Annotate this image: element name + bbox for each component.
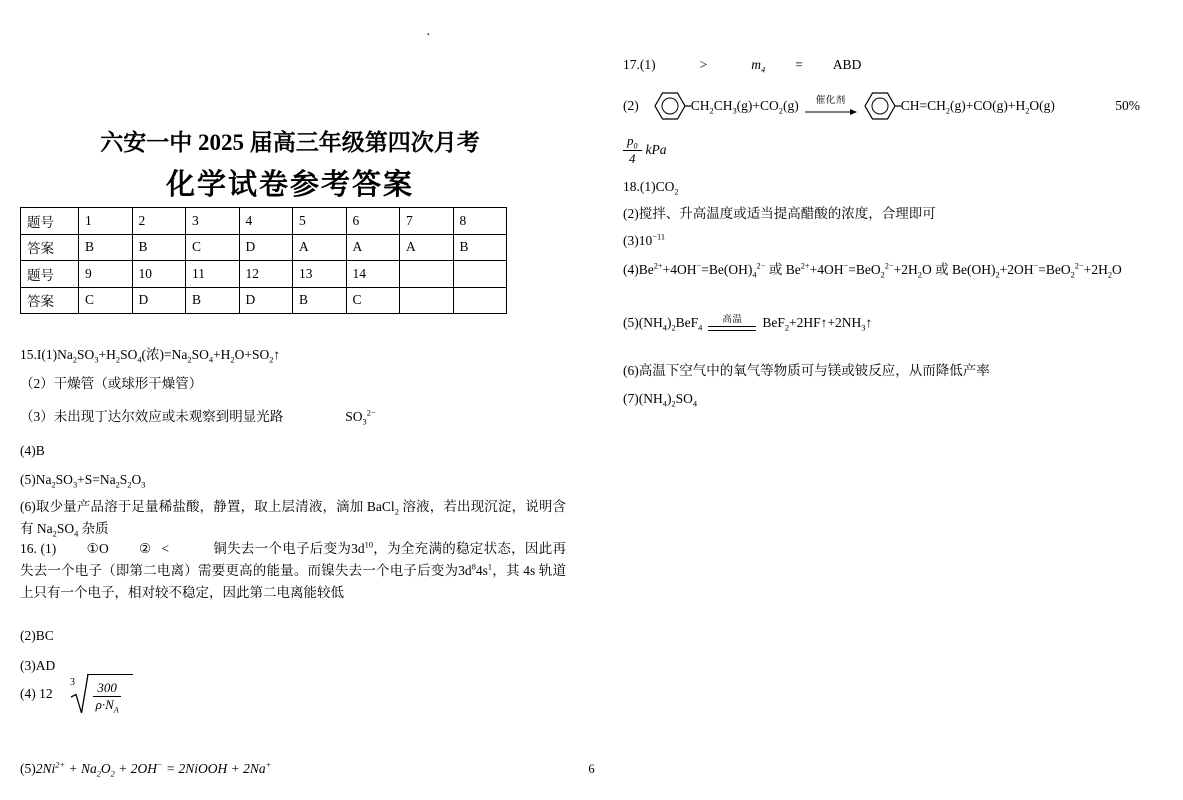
row-label: 题号: [21, 208, 79, 235]
q15-answer-2: （2）干燥管（或球形干燥管）: [20, 376, 203, 391]
condition-label: 高温: [722, 314, 743, 325]
exam-title: 六安一中 2025 届高三年级第四次月考: [100, 130, 480, 155]
q15-answer-3: [20, 406, 376, 428]
benzene-ring: [653, 91, 691, 121]
q17-part1-answer2: $m_4$: [751, 57, 766, 75]
answer-cell: A: [293, 234, 347, 261]
benzene-ring: [863, 91, 901, 121]
q16-part4-label: (4) 12: [20, 686, 53, 701]
table-row-answers-2: [21, 287, 507, 314]
q17-part1-answer1: >: [699, 57, 708, 72]
fraction-numerator: 300: [93, 680, 121, 697]
q15-answer-1: $15.I(1)Na_2SO_3+H_2SO_4$(浓)$=Na_2SO_4+H_2O+SO_2↑$: [20, 347, 281, 365]
answer-cell: 2: [132, 208, 186, 235]
q18-part4: $(4)Be^{2+}+4OH^-=Be(OH)_4^{2-}$ 或 $Be^{2+}+4OH^-=BeO_2^{2-}+2H_2O$ 或 $Be(OH)_2+2OH^-=BeO_2^{2-}+2H_2O$: [623, 261, 1122, 280]
q18-part7: $(7)(NH_4)_2SO_4$: [623, 391, 698, 409]
q17-part1-answer4: ABD: [832, 57, 862, 72]
stray-mark: ·: [426, 28, 431, 43]
page-number: 6: [588, 762, 595, 776]
radical-sign-icon: [69, 672, 89, 716]
q16-part1-answer2: ②: [138, 541, 152, 556]
answer-cell: C: [186, 234, 240, 261]
q15-answer-5: $(5)Na_2SO_3+S=Na_2S_2O_3$: [20, 472, 146, 490]
table-row-qnum-2: [21, 261, 507, 288]
q18-part5-product: $BeF_2+2HF↑+2NH_3↑$: [762, 315, 873, 333]
answer-cell: B: [79, 234, 133, 261]
q16-part5-equation: $2Ni^{2+} + Na_2O_2 + 2OH^-$ = 2NiOOH + 2Na+: [35, 760, 272, 779]
answer-cell: 7: [400, 208, 454, 235]
q15-answer-4: (4)B: [20, 443, 45, 458]
q18-part3: $(3)10^{-11}$: [623, 232, 666, 248]
q16-part1-answer3: <: [161, 541, 170, 556]
answer-cell: [453, 287, 507, 314]
answer-cell: [400, 287, 454, 314]
answer-cell: 4: [239, 208, 293, 235]
pressure-fraction: [623, 133, 642, 167]
row-label: 题号: [21, 261, 79, 288]
q16-part1-explanation: 铜失去一个电子后变为$3d^{10}$，为全充满的稳定状态，因此再失去一个电子（即第二电离）需要更高的能量。而镍失去一个电子后变为$3d^84s^1$，其 4s 轨道上只有一个电子，相对较不稳定，因此第二电离能较低: [20, 540, 567, 600]
answer-cell: 6: [346, 208, 400, 235]
q17-part2-label: (2): [623, 98, 639, 113]
pressure-unit: kPa: [645, 142, 667, 157]
fraction-denominator: 4: [629, 150, 636, 166]
answer-cell: D: [239, 234, 293, 261]
answer-cell: C: [79, 287, 133, 314]
row-label: 答案: [21, 234, 79, 261]
answer-cell: C: [346, 287, 400, 314]
answer-table: [20, 207, 507, 314]
q18-part1: $18.(1)CO_2$: [623, 179, 679, 197]
answer-cell: B: [453, 234, 507, 261]
answer-cell: B: [186, 287, 240, 314]
svg-text:3: 3: [69, 677, 75, 688]
answer-cell: [400, 261, 454, 288]
answer-cell: 11: [186, 261, 240, 288]
table-row-qnum-1: [21, 208, 507, 235]
q16-part1-label: 16. (1): [20, 541, 57, 556]
answer-cell: 13: [293, 261, 347, 288]
answer-cell: D: [132, 287, 186, 314]
fraction-denominator: $\rho\cdot N_A$: [95, 697, 119, 715]
q16-part2: (2)BC: [20, 628, 54, 643]
q15-answer-3-ion: $SO_3^{2-}$: [345, 408, 376, 427]
answer-cell: 10: [132, 261, 186, 288]
q17-pressure-answer: [623, 132, 667, 168]
reaction-arrow: [805, 96, 857, 116]
answer-cell: 12: [239, 261, 293, 288]
q15-answer-6: (6)取少量产品溶于足量稀盐酸，静置，取上层清液，滴加 BaCl$_2$ 溶液，若出现沉淀，说明含有 $Na_2SO_4$ 杂质: [20, 499, 567, 539]
q18-part5: [623, 306, 872, 340]
answer-cell: 3: [186, 208, 240, 235]
answer-cell: [453, 261, 507, 288]
q16-part5-label: (5): [20, 761, 36, 776]
exam-subtitle: 化学试卷参考答案: [165, 169, 414, 201]
q18-part5-reactant: $(5)(NH_4)_2BeF_4$: [623, 315, 703, 333]
answer-cell: D: [239, 287, 293, 314]
cube-root-expression: [69, 672, 133, 716]
answer-cell: 5: [293, 208, 347, 235]
heated-equals: [708, 315, 756, 332]
answer-cell: B: [132, 234, 186, 261]
q15-answer-3-text: （3）未出现丁达尔效应或未观察到明显光路: [20, 409, 284, 424]
radicand-fraction: [92, 680, 123, 714]
right-arrow-icon: [805, 108, 857, 116]
q16-part4: [20, 668, 133, 720]
q17-part1-label: 17.(1): [623, 57, 656, 72]
q18-part6: (6)高温下空气中的氧气等物质可与镁或铍反应，从而降低产率: [623, 363, 990, 378]
q17-part2-equation: [623, 88, 1140, 124]
answer-cell: A: [346, 234, 400, 261]
q16-part1-answer1: ①O: [86, 541, 109, 556]
q17-part1-answer3: =: [795, 57, 803, 72]
q17-part2-yield: 50%: [1115, 98, 1140, 113]
catalyst-label: 催化剂: [815, 96, 846, 107]
answer-cell: 14: [346, 261, 400, 288]
double-line-icon: [708, 326, 756, 331]
fraction-numerator: $p_0$: [623, 133, 642, 150]
q16-part3: (3)AD: [20, 658, 56, 673]
answer-cell: 8: [453, 208, 507, 235]
answer-cell: 1: [79, 208, 133, 235]
q16-part1: [20, 538, 566, 604]
q17-part2-reactant: $CH_2CH_3(g)+CO_2(g)$: [690, 98, 799, 116]
answer-cell: 9: [79, 261, 133, 288]
row-label: 答案: [21, 287, 79, 314]
radicand: [87, 674, 133, 716]
answer-cell: A: [400, 234, 454, 261]
q17-part1: [623, 54, 861, 76]
q18-part2: (2)搅拌、升高温度或适当提高醋酸的浓度，合理即可: [623, 206, 936, 221]
table-row-answers-1: [21, 234, 507, 261]
answer-cell: B: [293, 287, 347, 314]
q17-part2-product: $CH=CH_2(g)+CO(g)+H_2O(g)$: [900, 98, 1055, 116]
